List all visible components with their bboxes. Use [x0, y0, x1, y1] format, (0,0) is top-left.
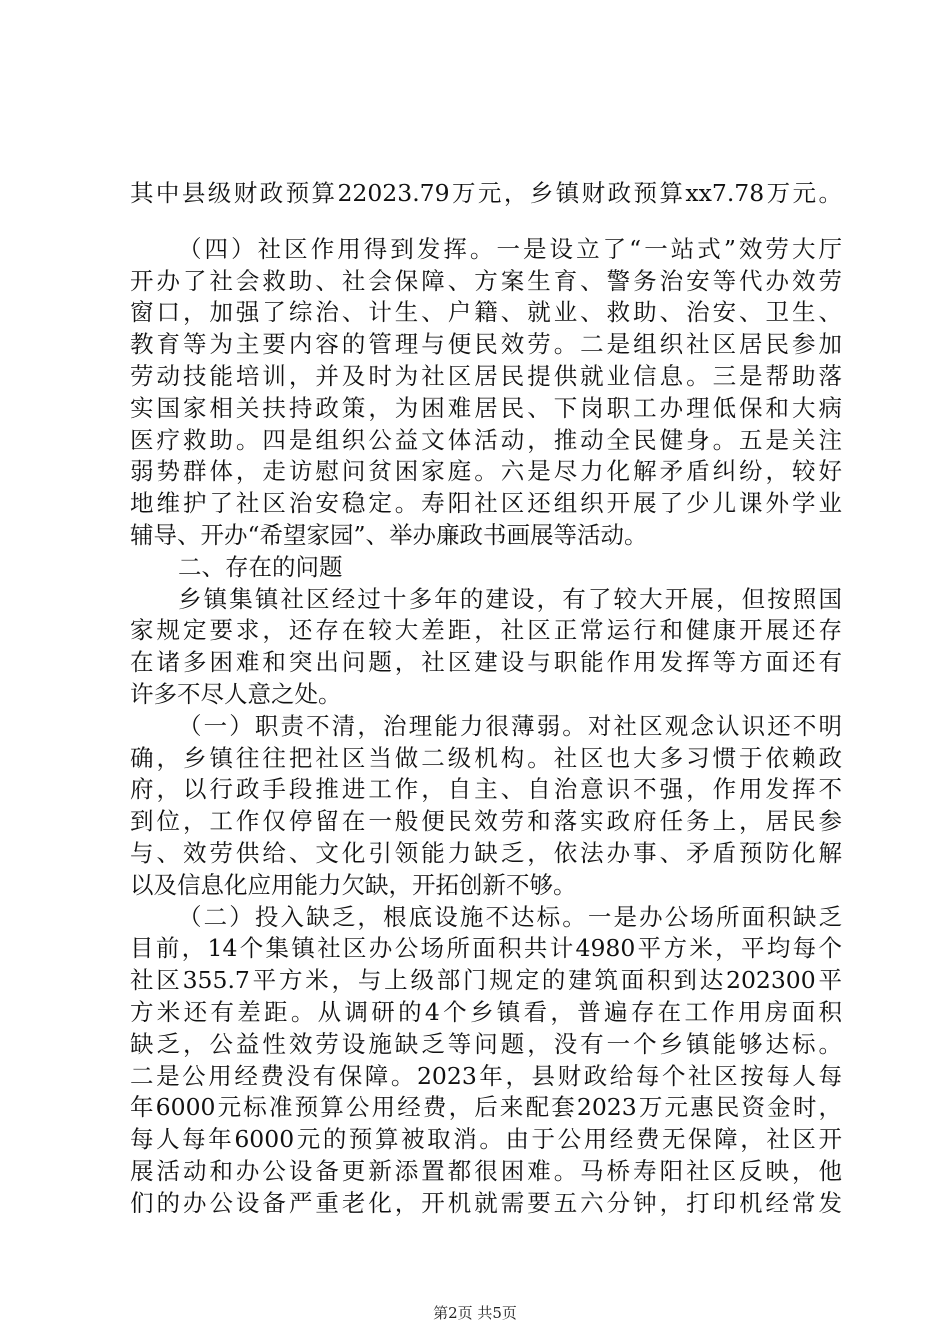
text-line: 目前，14个集镇社区办公场所面积共计4980平方米，平均每个: [130, 934, 842, 963]
section-heading: [130, 552, 842, 584]
text-line: 府，以行政手段推进工作，自主、自治意识不强，作用发挥不: [130, 775, 842, 804]
paragraph: [130, 234, 842, 552]
text-line: 们的办公设备严重老化，开机就需要五六分钟，打印机经常发: [130, 1188, 842, 1217]
text-line: 开办了社会救助、社会保障、方案生育、警务治安等代办效劳: [130, 266, 842, 295]
document-body: [130, 178, 842, 1220]
paragraph: [130, 178, 842, 210]
text-line: （四）社区作用得到发挥。一是设立了“一站式”效劳大厅: [178, 234, 842, 263]
text-line: 缺乏，公益性效劳设施缺乏等问题，没有一个乡镇能够达标。: [130, 1029, 842, 1058]
paragraph-gap: [130, 210, 842, 234]
paragraph: [130, 584, 842, 711]
text-line: 劳动技能培训，并及时为社区居民提供就业信息。三是帮助落: [130, 361, 842, 390]
text-line: 方米还有差距。从调研的4个乡镇看，普遍存在工作用房面积: [130, 997, 842, 1026]
page-number: 第2页 共5页: [433, 1304, 517, 1322]
text-line: 许多不尽人意之处。: [130, 679, 342, 708]
text-line: 在诸多困难和突出问题，社区建设与职能作用发挥等方面还有: [130, 648, 842, 677]
text-line: 展活动和办公设备更新添置都很困难。马桥寿阳社区反映，他: [130, 1156, 842, 1185]
paragraph: [130, 711, 842, 902]
text-line: 与、效劳供给、文化引领能力缺乏，依法办事、矛盾预防化解: [130, 838, 842, 867]
text-line: 社区355.7平方米，与上级部门规定的建筑面积到达202300平: [130, 966, 842, 995]
text-line: 每人每年6000元的预算被取消。由于公用经费无保障，社区开: [130, 1125, 842, 1154]
text-line: 窗口，加强了综治、计生、户籍、就业、救助、治安、卫生、: [130, 298, 842, 327]
text-line: 地维护了社区治安稳定。寿阳社区还组织开展了少儿课外学业: [130, 489, 842, 518]
text-line: 辅导、开办“希望家园”、举办廉政书画展等活动。: [130, 520, 648, 549]
text-line: 实国家相关扶持政策，为困难居民、下岗职工办理低保和大病: [130, 393, 842, 422]
text-line: 以及信息化应用能力欠缺，开拓创新不够。: [130, 870, 577, 899]
text-line: 教育等为主要内容的管理与便民效劳。二是组织社区居民参加: [130, 330, 842, 359]
text-line: 弱势群体，走访慰问贫困家庭。六是尽力化解矛盾纠纷，较好: [130, 457, 842, 486]
text-line: 医疗救助。四是组织公益文体活动，推动全民健身。五是关注: [130, 425, 842, 454]
text-line: 到位，工作仅停留在一般便民效劳和落实政府任务上，居民参: [130, 807, 842, 836]
text-line: 年6000元标准预算公用经费，后来配套2023万元惠民资金时，: [130, 1093, 842, 1122]
page-footer: [0, 1303, 950, 1323]
text-line: 确，乡镇往往把社区当做二级机构。社区也大多习惯于依赖政: [130, 743, 842, 772]
paragraph: [130, 902, 842, 1220]
text-line: 二、存在的问题: [178, 552, 343, 581]
text-line: 乡镇集镇社区经过十多年的建设，有了较大开展，但按照国: [178, 584, 842, 613]
text-line: 家规定要求，还存在较大差距，社区正常运行和健康开展还存: [130, 616, 842, 645]
text-line: 二是公用经费没有保障。2023年，县财政给每个社区按每人每: [130, 1061, 842, 1090]
text-line: 其中县级财政预算22023.79万元，乡镇财政预算xx7.78万元。: [130, 179, 842, 207]
text-line: （二）投入缺乏，根底设施不达标。一是办公场所面积缺乏: [178, 902, 842, 931]
text-line: （一）职责不清，治理能力很薄弱。对社区观念认识还不明: [178, 711, 842, 740]
